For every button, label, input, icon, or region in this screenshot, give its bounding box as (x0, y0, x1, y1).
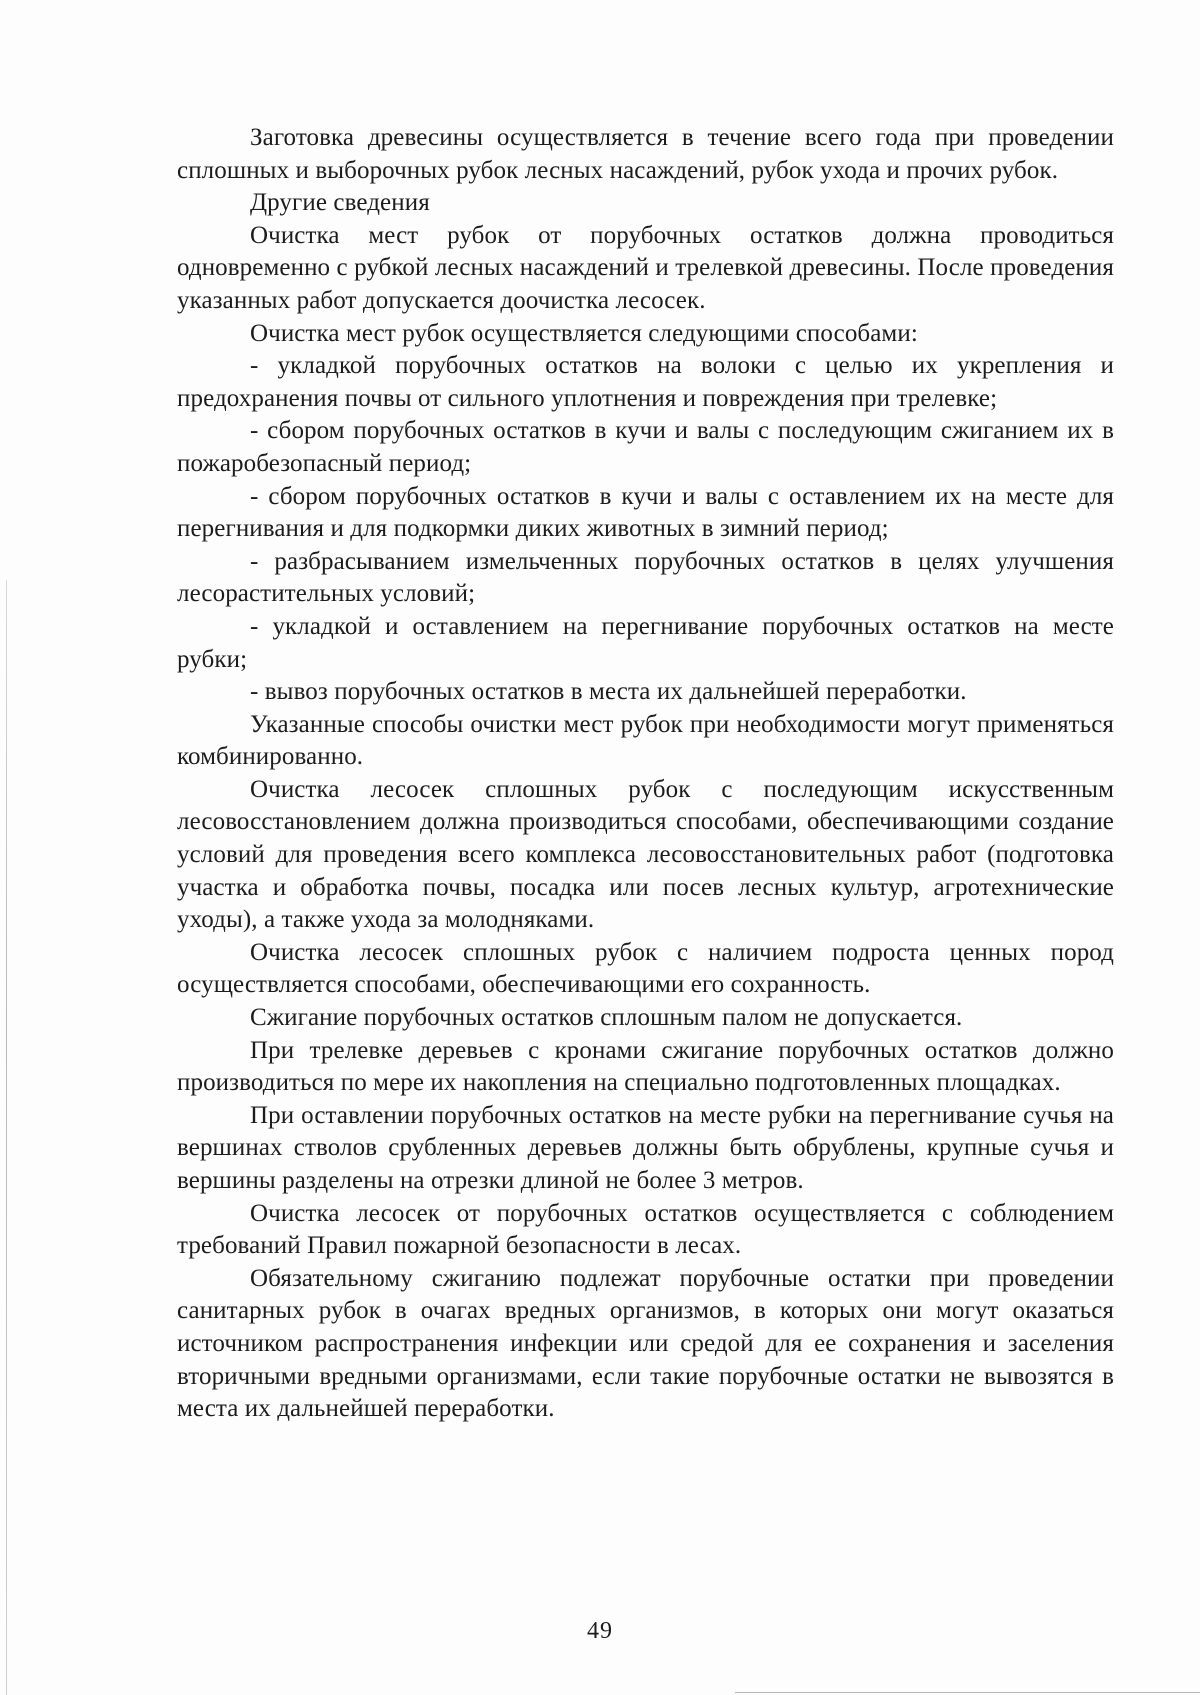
body-text (177, 122, 1114, 1426)
paragraph-fire-safety: Очистка лесосек от порубочных остатков осуществляется с соблюдением требований Правил пожарной безопасности в лесах. (177, 1199, 1114, 1260)
list-item-laying-on-drags: - укладкой порубочных остатков на волоки с целью их укрепления и предохранения почвы от сильного уплотнения и повреждения при трелевке; (177, 352, 1114, 412)
paragraph-cleaning-methods-intro: Очистка мест рубок осуществляется следующими способами: (250, 319, 918, 347)
list-item-laying-rotting: - укладкой и оставлением на перегнивание порубочных остатков на месте рубки; (177, 612, 1114, 673)
paragraph-clearcut-reforestation: Очистка лесосек сплошных рубок с последующим искусственным лесовосстановлением должна производиться способами, обеспечивающими создание условий для проведения всего комплекса лесовосстановительных работ (подготовка участка и обработка почвы, посадка или посев лесных культур, агротехнические уходы), а также ухода за молодняками. (177, 775, 1114, 934)
scan-edge-left (6, 580, 7, 1695)
list-item-removal: - вывоз порубочных остатков в места их дальнейшей переработки. (250, 678, 967, 706)
paragraph-combined-methods: Указанные способы очистки мест рубок при необходимости могут применяться комбинированно. (177, 710, 1114, 771)
paragraph-leaving-to-rot: При оставлении порубочных остатков на месте рубки на перегнивание сучья на вершинах стволов срубленных деревьев должны быть обрублены, крупные сучья и вершины разделены на отрезки длиной не более 3 метров. (177, 1101, 1114, 1194)
paragraph-timber-harvesting: Заготовка древесины осуществляется в течение всего года при проведении сплошных и выборочных рубок лесных насаждений, рубок ухода и прочих рубок. (177, 124, 1114, 184)
scan-edge-bottom (735, 1692, 1200, 1693)
paragraph-undergrowth-preservation: Очистка лесосек сплошных рубок с наличием подроста ценных пород осуществляется способами, обеспечивающими его сохранность. (177, 938, 1114, 999)
list-item-piling-leaving: - сбором порубочных остатков в кучи и валы с оставлением их на месте для перегнивания и для подкормки диких животных в зимний период; (177, 482, 1114, 543)
list-item-scattering-chipped: - разбрасыванием измельченных порубочных остатков в целях улучшения лесорастительных условий; (177, 547, 1114, 608)
paragraph-cleaning-requirement: Очистка мест рубок от порубочных остатков должна проводиться одновременно с рубкой лесных насаждений и трелевкой древесины. После проведения указанных работ допускается доочистка лесосек. (177, 221, 1114, 314)
list-item-piling-burning: - сбором порубочных остатков в кучи и валы с последующим сжиганием их в пожаробезопасный период; (177, 417, 1114, 477)
section-heading-other-info: Другие сведения (250, 189, 430, 217)
paragraph-skidding-with-crowns: При трелевке деревьев с кронами сжигание порубочных остатков должно производиться по мере их накопления на специально подготовленных площадках. (177, 1036, 1114, 1097)
page-number: 49 (587, 1618, 613, 1644)
paragraph-mandatory-burning: Обязательному сжиганию подлежат порубочные остатки при проведении санитарных рубок в очагах вредных организмов, в которых они могут оказаться источником распространения инфекции или средой для ее сохранения и заселения вторичными вредными организмами, если такие порубочные остатки не вывозятся в места их дальнейшей переработки. (177, 1264, 1114, 1423)
paragraph-burning-prohibition: Сжигание порубочных остатков сплошным палом не допускается. (250, 1004, 963, 1032)
